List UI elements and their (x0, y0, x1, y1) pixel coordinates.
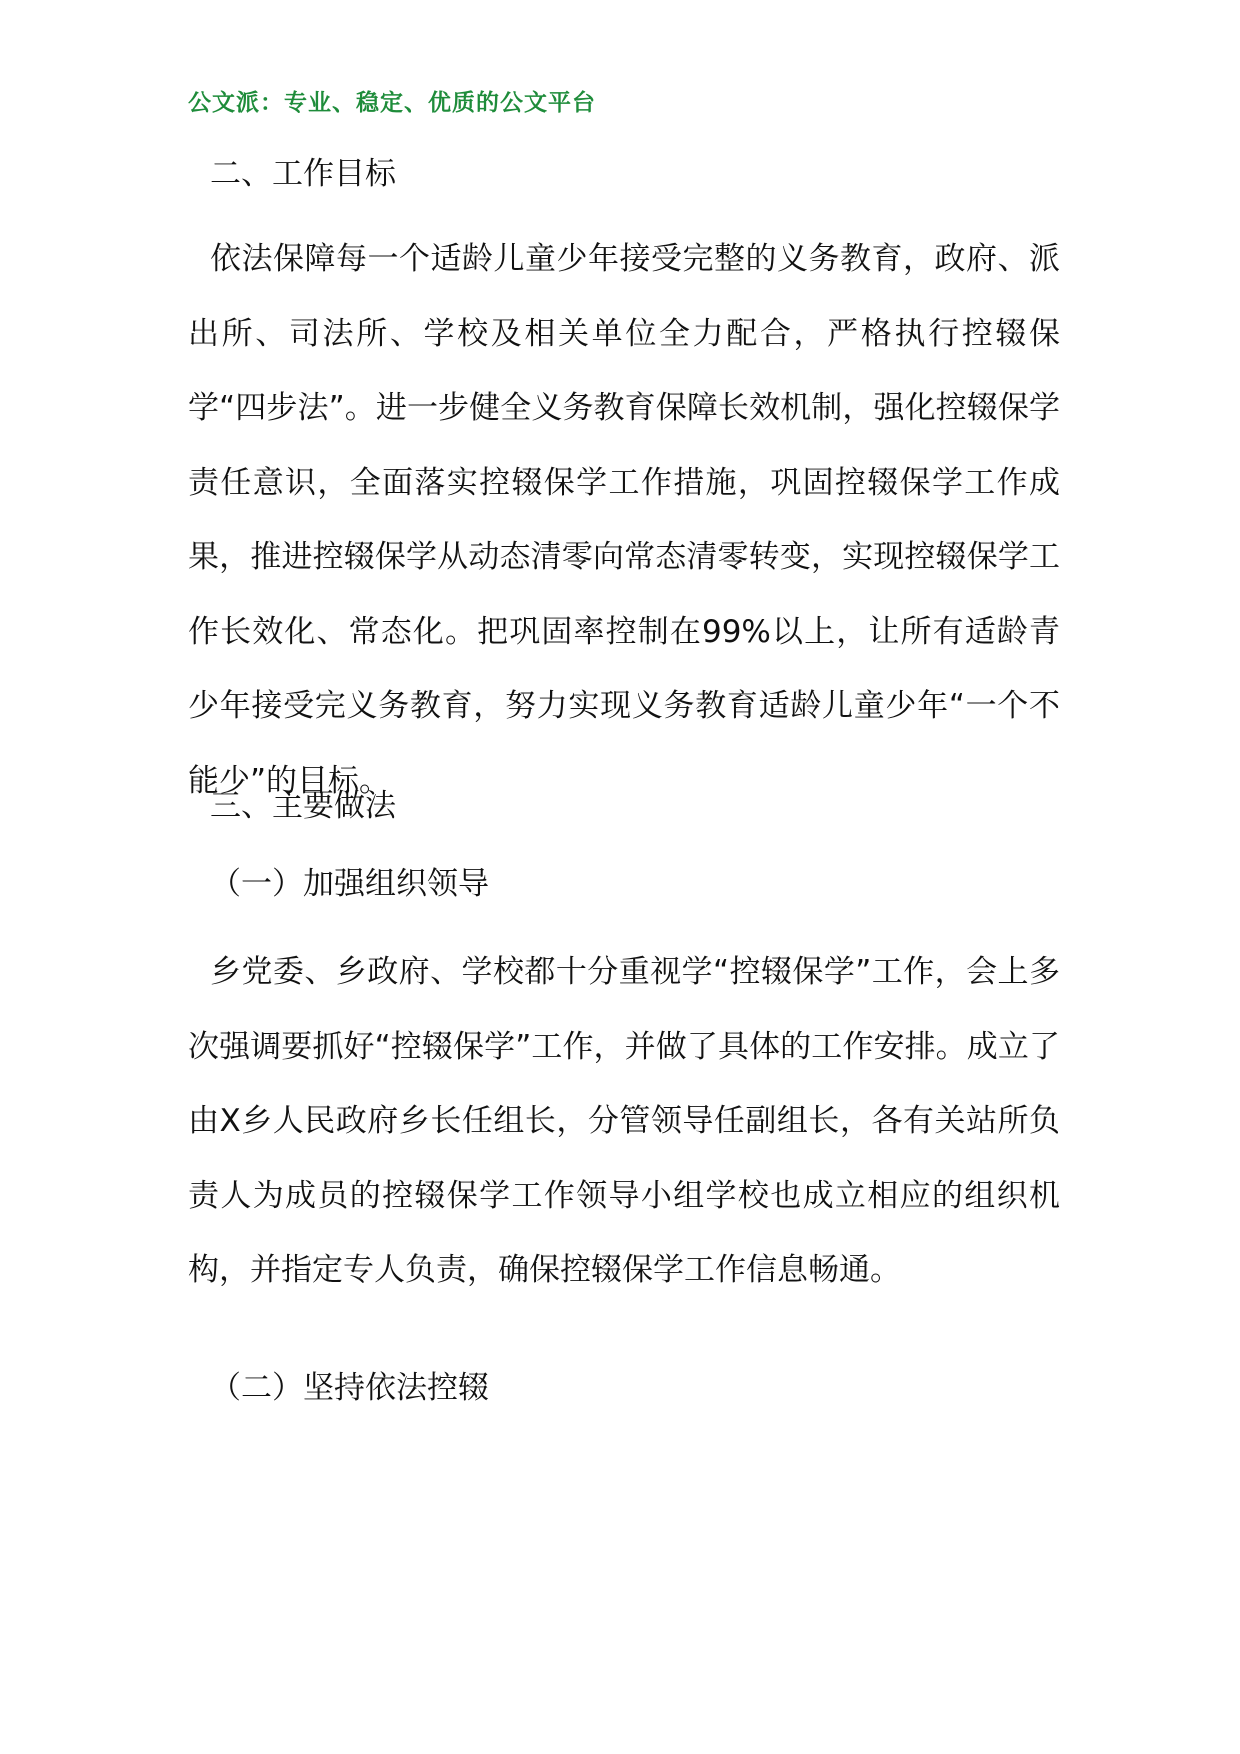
section-heading-measures: 三、主要做法 (210, 788, 396, 824)
subsection-heading-legal: （二）坚持依法控辍 (210, 1370, 489, 1406)
paragraph-goals: 依法保障每一个适龄儿童少年接受完整的义务教育，政府、派出所、司法所、学校及相关单位全力配合，严格执行控辍保学“四步法”。进一步健全义务教育保障长效机制，强化控辍保学责任意识，全面落实控辍保学工作措施，巩固控辍保学工作成果，推进控辍保学从动态清零向常态清零转变，实现控辍保学工作长效化、常态化。把巩固率控制在99%以上，让所有适龄青少年接受完义务教育，努力实现义务教育适龄儿童少年“一个不能少”的目标。 (188, 241, 1060, 799)
banner-text: 公文派：专业、稳定、优质的公文平台 (188, 90, 596, 116)
subsection-heading-leadership: （一）加强组织领导 (210, 866, 489, 902)
section-heading-goals: 二、工作目标 (210, 156, 396, 192)
paragraph-leadership: 乡党委、乡政府、学校都十分重视学“控辍保学”工作，会上多次强调要抓好“控辍保学”工作，并做了具体的工作安排。成立了由X乡人民政府乡长任组长，分管领导任副组长，各有关站所负责人为成员的控辍保学工作领导小组学校也成立相应的组织机构，并指定专人负责，确保控辍保学工作信息畅通。 (188, 954, 1060, 1288)
